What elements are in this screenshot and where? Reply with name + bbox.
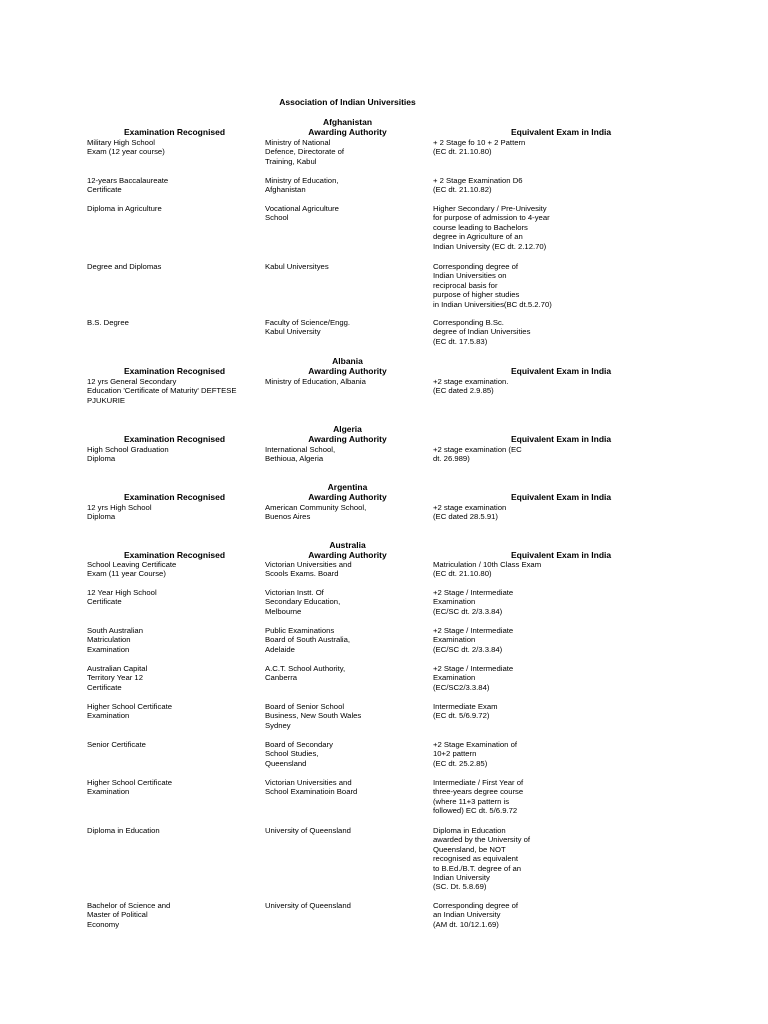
country-heading: Algeria <box>333 424 362 434</box>
exam-cell: Military High School Exam (12 year course) <box>87 138 165 157</box>
equivalent-cell: +2 stage examination (EC dated 28.5.91) <box>433 503 507 522</box>
exam-cell: Bachelor of Science and Master of Political Economy <box>87 901 171 929</box>
exam-cell: B.S. Degree <box>87 318 129 327</box>
header-examination-recognised: Examination Recognised <box>124 492 226 502</box>
authority-cell: International School, Bethioua, Algeria <box>265 445 336 464</box>
header-equivalent-exam: Equivalent Exam in India <box>511 492 612 502</box>
header-awarding-authority: Awarding Authority <box>308 127 387 137</box>
equivalent-cell: Intermediate Exam (EC dt. 5/6.9.72) <box>433 702 498 721</box>
authority-cell: American Community School, Buenos Aires <box>265 503 367 522</box>
equivalent-cell: Intermediate / First Year of three-years degree course (where 11+3 pattern is followed) EC dt. 5/6.9.72 <box>433 778 524 816</box>
exam-cell: School Leaving Certificate Exam (11 year Course) <box>87 560 177 579</box>
authority-cell: University of Queensland <box>265 901 351 910</box>
exam-cell: Australian Capital Territory Year 12 Certificate <box>87 664 148 692</box>
exam-cell: 12 yrs High School Diploma <box>87 503 152 522</box>
exam-cell: High School Graduation Diploma <box>87 445 169 464</box>
exam-cell: 12 yrs General Secondary Education 'Certificate of Maturity' DEFTESE PJUKURIE <box>87 377 237 405</box>
authority-cell: Victorian Universities and Scools Exams. Board <box>265 560 352 579</box>
equivalent-cell: Corresponding degree of an Indian University (AM dt. 10/12.1.69) <box>433 901 519 929</box>
country-heading: Albania <box>332 356 363 366</box>
authority-cell: Vocational Agriculture School <box>265 204 339 223</box>
authority-cell: Ministry of Education, Afghanistan <box>265 176 339 195</box>
authority-cell: University of Queensland <box>265 826 351 835</box>
authority-cell: Victorian Instt. Of Secondary Education, Melbourne <box>265 588 341 616</box>
document-title: Association of Indian Universities <box>279 97 416 107</box>
country-heading: Afghanistan <box>322 117 373 127</box>
exam-cell: Higher School Certificate Examination <box>87 778 173 797</box>
header-awarding-authority: Awarding Authority <box>308 366 387 376</box>
header-examination-recognised: Examination Recognised <box>124 550 226 560</box>
authority-cell: Public Examinations Board of South Australia, Adelaide <box>265 626 351 654</box>
authority-cell: Victorian Universities and School Examinatioin Board <box>265 778 358 797</box>
header-equivalent-exam: Equivalent Exam in India <box>511 127 612 137</box>
exam-cell: Diploma in Education <box>87 826 160 835</box>
header-examination-recognised: Examination Recognised <box>124 434 226 444</box>
equivalent-cell: Corresponding B.Sc. degree of Indian Universities (EC dt. 17.5.83) <box>433 318 531 346</box>
header-equivalent-exam: Equivalent Exam in India <box>511 366 612 376</box>
equivalent-cell: +2 stage examination. (EC dated 2.9.85) <box>433 377 509 396</box>
equivalent-cell: Higher Secondary / Pre-Univesity for purpose of admission to 4-year course leading to Bachelors degree in Agriculture of an Indian University (EC dt. 2.12.70) <box>433 204 550 251</box>
authority-cell: Faculty of Science/Engg. Kabul University <box>265 318 351 337</box>
header-equivalent-exam: Equivalent Exam in India <box>511 434 612 444</box>
equivalent-cell: +2 Stage / Intermediate Examination (EC/SC2/3.3.84) <box>433 664 514 692</box>
authority-cell: Kabul Universityes <box>265 262 329 271</box>
authority-cell: Board of Senior School Business, New South Wales Sydney <box>265 702 362 730</box>
authority-cell: Board of Secondary School Studies, Queensland <box>265 740 333 768</box>
equivalent-cell: +2 Stage / Intermediate Examination (EC/SC dt. 2/3.3.84) <box>433 626 514 654</box>
header-awarding-authority: Awarding Authority <box>308 550 387 560</box>
equivalent-cell: + 2 Stage Examination D6 (EC dt. 21.10.82) <box>433 176 523 195</box>
header-equivalent-exam: Equivalent Exam in India <box>511 550 612 560</box>
exam-cell: South Australian Matriculation Examination <box>87 626 143 654</box>
equivalent-cell: Diploma in Education awarded by the University of Queensland, be NOT recognised as equivalent to B.Ed./B.T. degree of an Indian University (SC. Dt. 5.8.69) <box>433 826 530 892</box>
equivalent-cell: +2 Stage / Intermediate Examination (EC/SC dt. 2/3.3.84) <box>433 588 514 616</box>
country-heading: Argentina <box>327 482 368 492</box>
authority-cell: Ministry of Education, Albania <box>265 377 366 386</box>
header-examination-recognised: Examination Recognised <box>124 366 226 376</box>
header-awarding-authority: Awarding Authority <box>308 492 387 502</box>
exam-cell: Degree and Diplomas <box>87 262 162 271</box>
exam-cell: 12 Year High School Certificate <box>87 588 157 607</box>
equivalent-cell: +2 Stage Examination of 10+2 pattern (EC dt. 25.2.85) <box>433 740 517 768</box>
equivalent-cell: Corresponding degree of Indian Universities on reciprocal basis for purpose of higher studies in Indian Universities(BC dt.5.2.70) <box>433 262 552 309</box>
header-examination-recognised: Examination Recognised <box>124 127 226 137</box>
equivalent-cell: + 2 Stage fo 10 + 2 Pattern (EC dt. 21.10.80) <box>433 138 526 157</box>
authority-cell: Ministry of National Defence, Directorate of Training, Kabul <box>265 138 345 166</box>
authority-cell: A.C.T. School Authority, Canberra <box>265 664 346 683</box>
exam-cell: Higher School Certificate Examination <box>87 702 173 721</box>
exam-cell: 12-years Baccalaureate Certificate <box>87 176 169 195</box>
country-heading: Australia <box>329 540 366 550</box>
exam-cell: Diploma in Agriculture <box>87 204 162 213</box>
equivalent-cell: +2 stage examination (EC dt. 26.989) <box>433 445 522 464</box>
exam-cell: Senior Certificate <box>87 740 146 749</box>
equivalent-cell: Matriculation / 10th Class Exam (EC dt. 21.10.80) <box>433 560 542 579</box>
header-awarding-authority: Awarding Authority <box>308 434 387 444</box>
